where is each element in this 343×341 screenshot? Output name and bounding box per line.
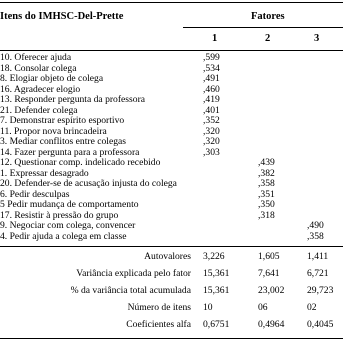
factors-column-header: Fatores (251, 11, 285, 22)
item-label: 1. Expressar desagrado (0, 167, 89, 179)
summary-label: Autovalores (144, 251, 191, 262)
factor-1-loading: ,401 (203, 104, 220, 116)
summary-label: Número de itens (127, 302, 191, 313)
factor-1-value: 15,361 (203, 285, 230, 296)
item-label: 5 Pedir mudança de comportamento (0, 199, 139, 210)
bottom-rule (0, 338, 343, 339)
factor-1-loading: ,352 (203, 115, 220, 126)
summary-label: % da variância total acumulada (70, 285, 191, 296)
item-label: 10. Oferecer ajuda (0, 52, 72, 63)
item-label: 21. Defender colega (0, 104, 78, 116)
factors-header-rule (183, 27, 343, 28)
item-label: 7. Demonstrar espírito esportivo (0, 115, 125, 126)
factor-3-value: 0,4045 (307, 319, 334, 330)
factor-1-loading: ,419 (203, 94, 220, 105)
factor-3-value: 02 (307, 302, 317, 313)
factor-3-value: 1,411 (307, 251, 329, 262)
factor-2-loading: ,350 (258, 199, 275, 210)
item-label: 8. Elogiar objeto de colega (0, 73, 104, 84)
factor-2-value: 0,4964 (258, 319, 285, 330)
item-label: 13. Responder pergunta da professora (0, 94, 146, 105)
factor-1-value: 0,6751 (203, 319, 230, 330)
factor-3-header: 3 (314, 33, 320, 44)
subheader-rule (0, 50, 343, 51)
item-label: 4. Pedir ajuda a colega em classe (0, 230, 127, 242)
summary-label: Variância explicada pelo fator (76, 268, 191, 279)
factor-1-loading: ,491 (203, 73, 220, 84)
item-label: 3. Mediar conflitos entre colegas (0, 136, 127, 147)
factor-1-value: 3,226 (203, 251, 225, 262)
factor-1-header: 1 (212, 33, 218, 44)
factor-2-value: 06 (258, 302, 268, 313)
item-label: 11. Propor nova brincadeira (0, 125, 107, 137)
factor-2-loading: ,318 (258, 209, 275, 221)
factor-2-value: 23,002 (258, 285, 285, 296)
factor-3-loading: ,490 (307, 220, 324, 231)
factor-1-value: 10 (203, 302, 213, 313)
factor-1-loading: ,320 (203, 125, 220, 137)
item-label: 12. Questionar comp. indelicado recebido (0, 157, 161, 168)
top-rule (0, 2, 343, 3)
factor-2-loading: ,439 (258, 157, 275, 168)
factor-2-value: 7,641 (258, 268, 280, 279)
factor-3-value: 29,723 (307, 285, 334, 296)
items-column-header: Itens do IMHSC-Del-Prette (0, 11, 124, 22)
factor-2-loading: ,358 (258, 178, 275, 189)
item-label: 14. Fazer pergunta para a professora (0, 146, 140, 158)
factor-2-loading: ,351 (258, 188, 275, 200)
factor-3-value: 6,721 (307, 268, 329, 279)
item-label: 9. Negociar com colega, convencer (0, 220, 136, 231)
summary-label: Coeficientes alfa (126, 319, 191, 330)
factor-1-loading: ,460 (203, 83, 220, 95)
factor-1-loading: ,599 (203, 52, 220, 63)
factor-1-loading: ,534 (203, 62, 220, 74)
factor-1-loading: ,320 (203, 136, 220, 147)
factor-3-loading: ,358 (307, 230, 324, 242)
item-label: 20. Defender-se de acusação injusta do colega (0, 178, 177, 189)
summary-rule (0, 246, 343, 247)
item-label: 18. Consolar colega (0, 62, 77, 74)
item-label: 16. Agradecer elogio (0, 83, 81, 95)
item-label: 6. Pedir desculpas (0, 188, 70, 200)
factor-1-value: 15,361 (203, 268, 230, 279)
factor-2-header: 2 (265, 33, 271, 44)
factor-1-loading: ,303 (203, 146, 220, 158)
factor-2-value: 1,605 (258, 251, 280, 262)
factor-2-loading: ,382 (258, 167, 275, 179)
item-label: 17. Resistir à pressão do grupo (0, 209, 119, 221)
